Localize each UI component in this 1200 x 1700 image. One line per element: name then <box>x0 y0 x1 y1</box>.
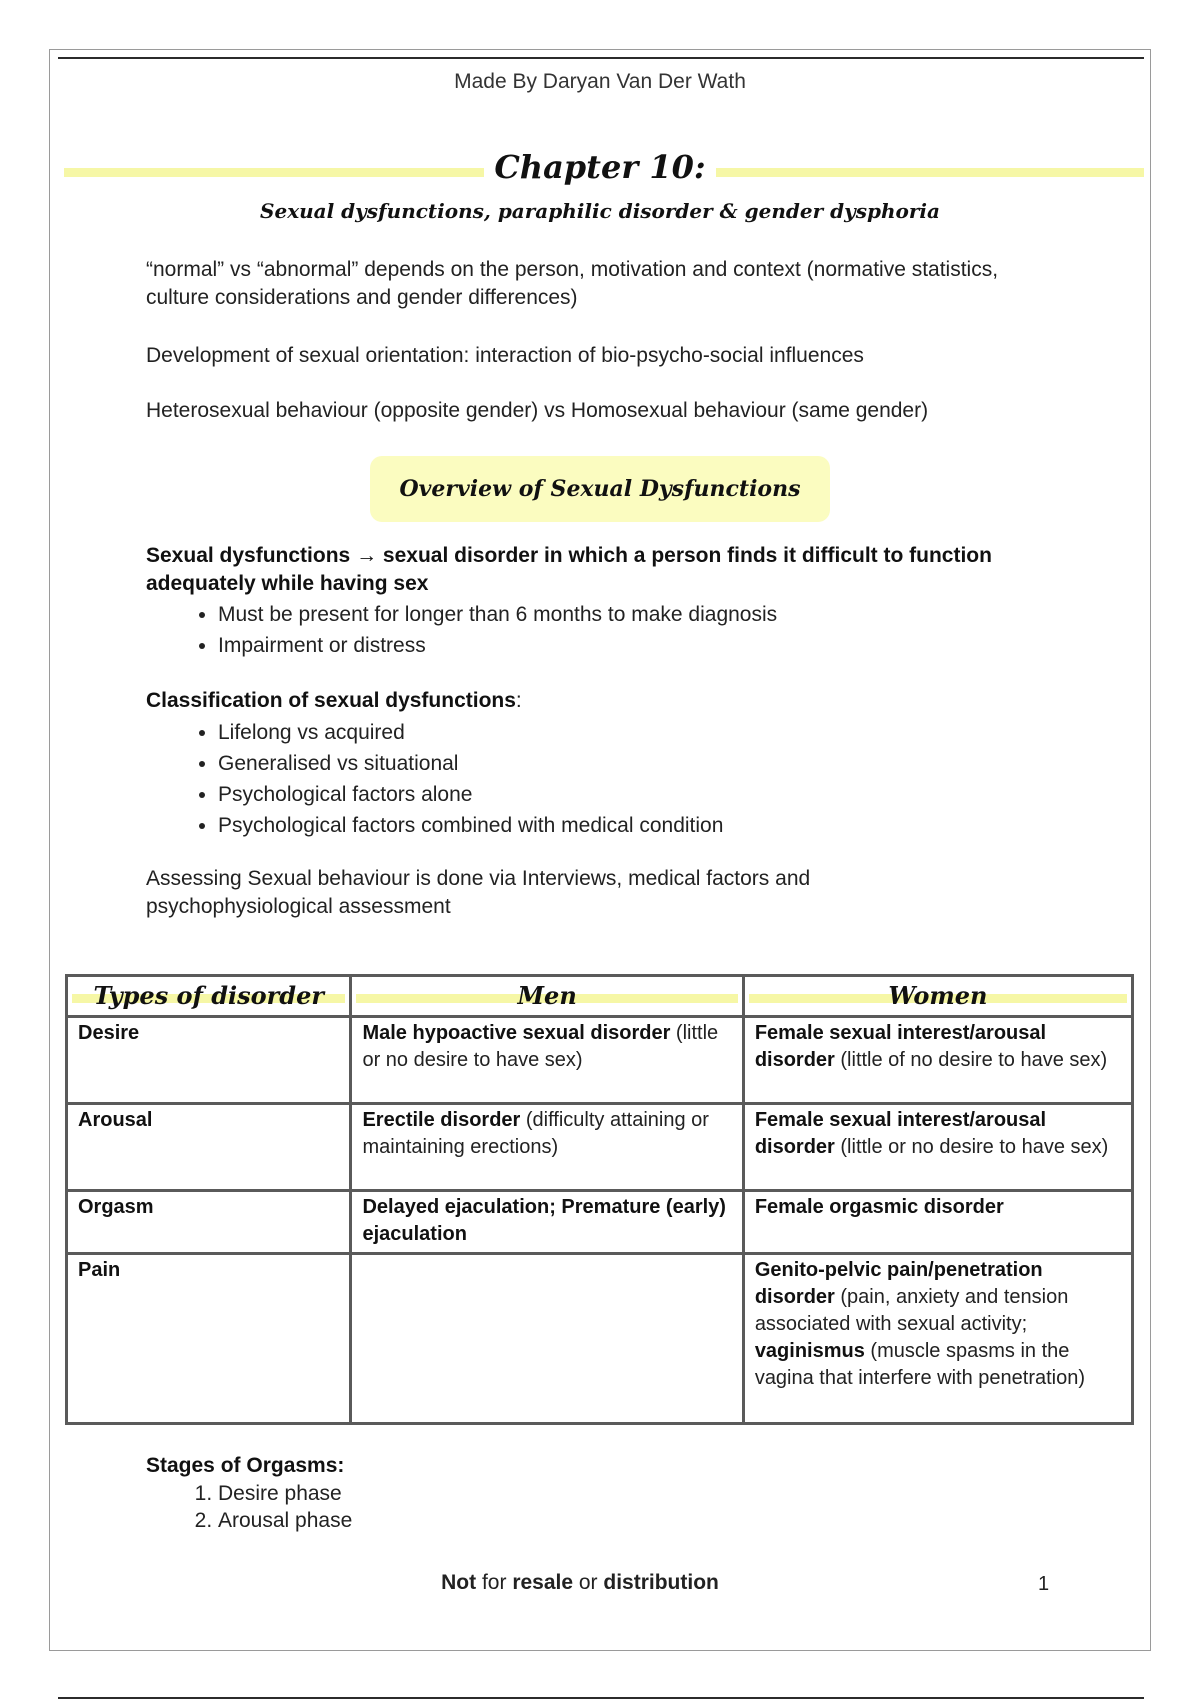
list-item: 2. Arousal phase <box>218 1507 352 1534</box>
overview-heading: Overview of Sexual Dysfunctions <box>370 456 830 522</box>
list-item: • Must be present for longer than 6 months to make diagnosis <box>218 599 777 630</box>
table-header-row <box>67 976 1133 1017</box>
definition-paragraph <box>146 542 1026 598</box>
page-number: 1 <box>1038 1573 1050 1595</box>
bottom-rule <box>58 1697 1144 1699</box>
type-cell: Desire <box>67 1017 351 1104</box>
chapter-subtitle: Sexual dysfunctions, paraphilic disorder & gender dysphoria <box>260 199 940 223</box>
definition-bullets <box>180 599 777 661</box>
women-cell: Female orgasmic disorder <box>743 1191 1132 1254</box>
list-item: 1. Desire phase <box>218 1480 352 1507</box>
intro-paragraph-1: “normal” vs “abnormal” depends on the person, motivation and context (normative statistics, culture considerations and gender differences) <box>146 258 999 309</box>
list-item: • Impairment or distress <box>218 630 777 661</box>
author-line: Made By Daryan Van Der Wath <box>454 70 746 93</box>
men-cell <box>351 1254 743 1424</box>
intro-paragraph-3: Heterosexual behaviour (opposite gender) vs Homosexual behaviour (same gender) <box>146 399 929 422</box>
women-cell: Female sexual interest/arousal disorder (little of no desire to have sex) <box>743 1017 1132 1104</box>
list-item: • Psychological factors combined with medical condition <box>218 810 723 841</box>
men-cell: Erectile disorder (difficulty attaining or maintaining erections) <box>351 1104 743 1191</box>
classification-heading <box>146 687 1046 715</box>
footer-notice: Not for resale or distribution <box>441 1571 719 1594</box>
table-row <box>67 1104 1133 1191</box>
men-cell: Male hypoactive sexual disorder (little or no desire to have sex) <box>351 1017 743 1104</box>
header-types: Types of disorder <box>67 976 351 1017</box>
table-row <box>67 1191 1133 1254</box>
list-item: • Psychological factors alone <box>218 779 723 810</box>
list-item: • Lifelong vs acquired <box>218 717 723 748</box>
definition-text: sexual disorder in which a person finds it difficult to function adequately while having sex <box>146 544 992 595</box>
definition-arrow: → <box>356 544 378 567</box>
header-women: Women <box>743 976 1132 1017</box>
list-item: • Generalised vs situational <box>218 748 723 779</box>
chapter-title-text: Chapter 10: <box>484 148 715 186</box>
classification-heading-text: Classification of sexual dysfunctions <box>146 689 516 712</box>
classification-bullets <box>180 717 723 841</box>
type-cell: Arousal <box>67 1104 351 1191</box>
type-cell: Orgasm <box>67 1191 351 1254</box>
stages-list <box>180 1480 352 1534</box>
men-cell: Delayed ejaculation; Premature (early) ejaculation <box>351 1191 743 1254</box>
header-men: Men <box>351 976 743 1017</box>
table-row <box>67 1254 1133 1424</box>
disorders-table <box>65 974 1134 1425</box>
women-cell: Genito-pelvic pain/penetration disorder (pain, anxiety and tension associated with sexual activity; vaginismus (muscle spasms in the vagina that interfere with penetration) <box>743 1254 1132 1424</box>
top-rule <box>58 57 1144 59</box>
intro-paragraph-2: Development of sexual orientation: interaction of bio-psycho-social influences <box>146 344 864 367</box>
definition-term: Sexual dysfunctions <box>146 544 351 567</box>
table-row <box>67 1017 1133 1104</box>
assessing-paragraph: Assessing Sexual behaviour is done via Interviews, medical factors and psychophysiological assessment <box>146 867 811 918</box>
women-cell: Female sexual interest/arousal disorder (little or no desire to have sex) <box>743 1104 1132 1191</box>
chapter-title <box>0 148 1200 186</box>
type-cell: Pain <box>67 1254 351 1424</box>
stages-heading: Stages of Orgasms: <box>146 1454 345 1477</box>
classification-colon: : <box>515 689 522 712</box>
